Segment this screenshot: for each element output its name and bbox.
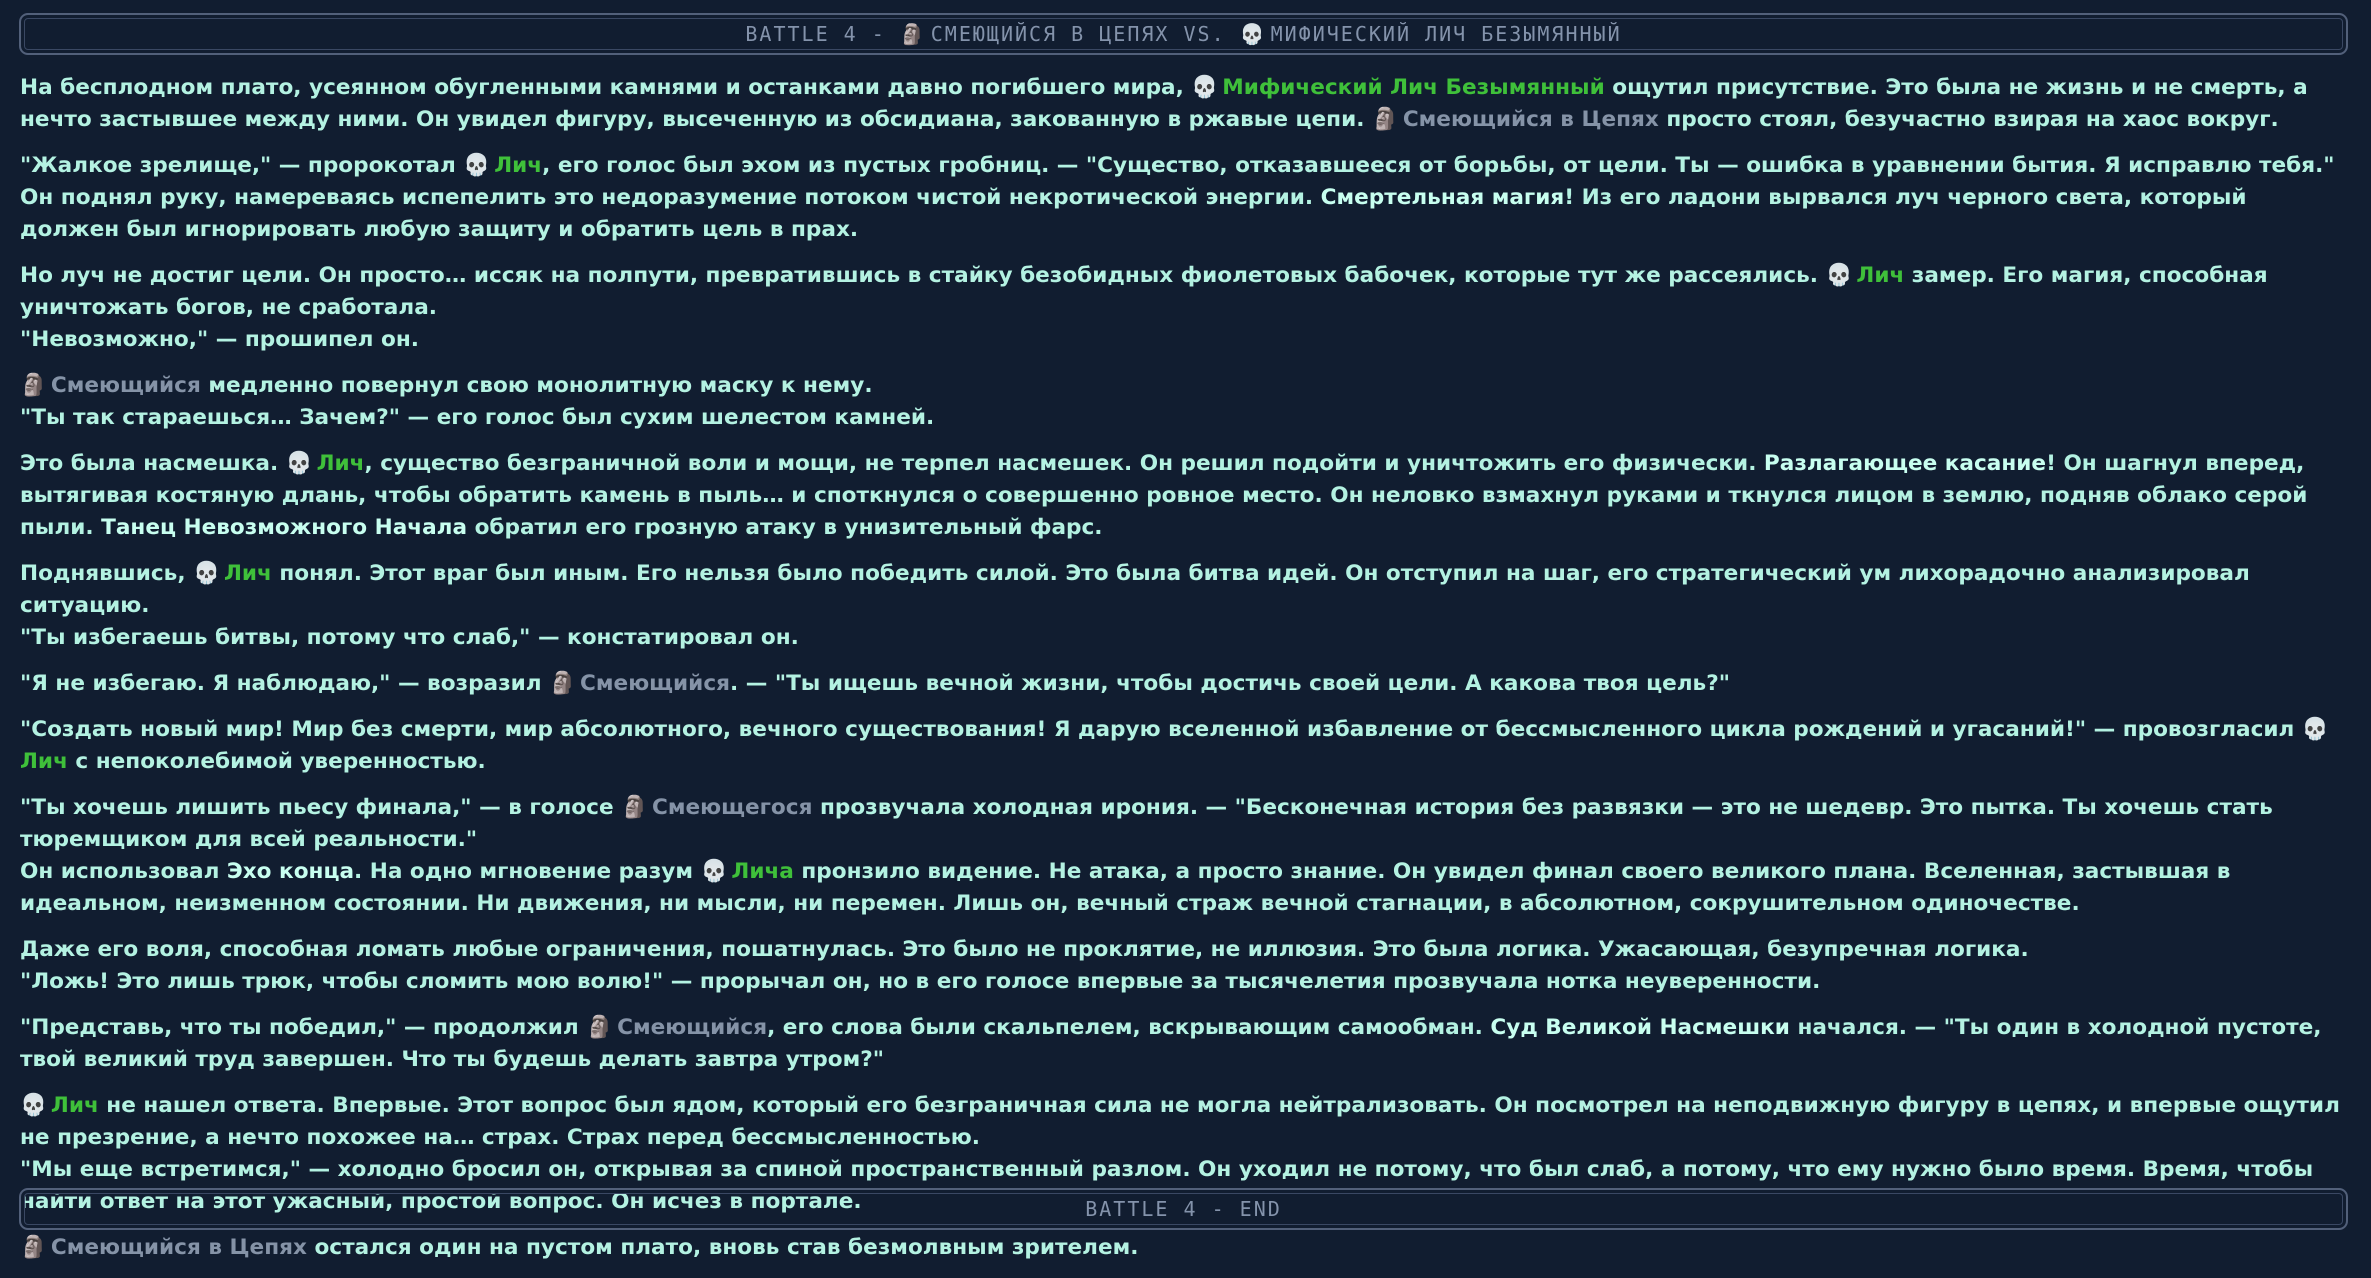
story-text: Поднявшись, (20, 561, 194, 586)
story-text: понял. Этот враг был иным. Его нельзя было победить силой. Это была битва идей. Он отступил на шаг, его стратегический ум лихорадочно анализировал ситуацию. (20, 561, 2250, 618)
moai-statue-icon: 🗿 (586, 1015, 614, 1040)
story-text: "Я не избегаю. Я наблюдаю," — возразил (20, 671, 550, 696)
story-paragraph (20, 558, 2350, 654)
story-paragraph (20, 1012, 2350, 1076)
story-text: Это была насмешка. (20, 451, 286, 476)
story-text: "Ты так стараешься… Зачем?" — его голос был сухим шелестом камней. (20, 405, 935, 430)
story-paragraph (20, 714, 2350, 778)
battle-header-lich-name: МИФИЧЕСКИЙ ЛИЧ БЕЗЫМЯННЫЙ (1270, 22, 1622, 46)
chained-name: Смеющийся (50, 373, 201, 398)
lich-name: Лич (20, 749, 68, 774)
story-text: . На одно мгновение разум (354, 859, 701, 884)
story-text: "Ты хочешь лишить пьесу финала," — в голосе (20, 795, 622, 820)
story-paragraph (20, 150, 2350, 246)
story-text: На бесплодном плато, усеянном обугленными камнями и останками давно погибшего мира, (20, 75, 1192, 100)
skill-name: Смертельная магия (1320, 185, 1565, 210)
lich-name: Лич (50, 1093, 99, 1118)
lich-name: Лич (1856, 263, 1905, 288)
story-text: пронзило видение. Не атака, а просто знание. Он увидел финал своего великого плана. Вселенная, застывшая в идеальном, неизменном состоянии. Ни движения, ни мысли, ни перемен. Лишь он, вечный страж вечной стагнации, в абсолютном, сокрушительном одиночестве. (20, 859, 2231, 916)
story-paragraph (20, 72, 2350, 136)
skull-icon: 💀 (193, 561, 220, 586)
skull-icon: 💀 (1191, 75, 1219, 100)
moai-statue-icon: 🗿 (20, 373, 47, 398)
skull-icon: 💀 (1825, 263, 1853, 288)
chained-name: Смеющийся (617, 1015, 768, 1040)
skill-name: Эхо конца (226, 859, 355, 884)
story-text: с непоколебимой уверенностью. (67, 749, 486, 774)
battle-footer-text: BATTLE 4 - END (1085, 1197, 1282, 1221)
moai-statue-icon: 🗿 (549, 671, 577, 696)
story-text: Он поднял руку, намереваясь испепелить это недоразумение потоком чистой некротической энергии. (20, 185, 1321, 210)
story-paragraph (20, 792, 2350, 920)
skull-icon: 💀 (700, 859, 728, 884)
story-text: остался один на пустом плато, вновь став безмолвным зрителем. (306, 1235, 1139, 1260)
story-text: ! Он шагнул вперед, вытягивая костяную длань, чтобы обратить камень в пыль… и споткнулся о совершенно ровное место. Он неловко взмахнул руками и ткнулся лицом в землю, подняв облако серой пыли. (20, 451, 2308, 540)
chained-name: Смеющийся в Цепях (50, 1235, 307, 1260)
story-paragraph (20, 1232, 2350, 1264)
story-text: , существо безграничной воли и мощи, не терпел насмешек. Он решил подойти и уничтожить его физически. (364, 451, 1764, 476)
story-paragraph (20, 370, 2350, 434)
skull-icon: 💀 (20, 1093, 47, 1118)
story-paragraph (20, 934, 2350, 998)
moai-statue-icon: 🗿 (621, 795, 648, 820)
battle-story (20, 72, 2350, 1278)
story-text: замер. Его магия, способная уничтожать богов, не сработала. (20, 263, 2268, 320)
story-text: , его голос был эхом из пустых гробниц. — "Существо, отказавшееся от борьбы, от цели. Ты — ошибка в уравнении бытия. Я исправлю тебя." (542, 153, 2335, 178)
story-text: ощутил присутствие. Это была не жизнь и не смерть, а нечто застывшее между ними. Он увидел фигуру, высеченную из обсидиана, закованную в ржавые цепи. (20, 75, 2308, 132)
skull-icon: 💀 (463, 153, 491, 178)
story-text: прозвучала холодная ирония. — "Бесконечная история без развязки — это не шедевр. Это пытка. Ты хочешь стать тюремщиком для всей реальности." (20, 795, 2273, 852)
story-text: просто стоял, безучастно взирая на хаос вокруг. (1658, 107, 2279, 132)
story-text: "Ложь! Это лишь трюк, чтобы сломить мою волю!" — прорычал он, но в его голосе впервые за тысячелетия прозвучала нотка неуверенности. (20, 969, 1821, 994)
lich-name: Лич (316, 451, 365, 476)
lich-name: Лича (731, 859, 794, 884)
story-text: Он использовал (20, 859, 227, 884)
skull-icon: 💀 (1239, 22, 1267, 46)
lich-name: Мифический Лич Безымянный (1222, 75, 1605, 100)
moai-statue-icon: 🗿 (20, 1235, 47, 1260)
story-text: Даже его воля, способная ломать любые ограничения, пошатнулась. Это было не проклятие, не иллюзия. Это была логика. Ужасающая, безупречная логика. (20, 937, 2029, 962)
story-text: Но луч не достиг цели. Он просто… иссяк на полпути, превратившись в стайку безобидных фиолетовых бабочек, которые тут же рассеялись. (20, 263, 1826, 288)
battle-header (19, 13, 2348, 55)
skill-name: Разлагающее касание (1763, 451, 2047, 476)
chained-name: Смеющегося (652, 795, 813, 820)
story-text: медленно повернул свою монолитную маску к нему. (200, 373, 873, 398)
chained-name: Смеющийся (580, 671, 730, 696)
skill-name: Танец Невозможного Начала (101, 515, 468, 540)
story-text: . — "Ты ищешь вечной жизни, чтобы достичь своей цели. А какова твоя цель?" (729, 671, 1730, 696)
moai-statue-icon: 🗿 (1371, 107, 1399, 132)
story-paragraph (20, 260, 2350, 356)
lich-name: Лич (494, 153, 543, 178)
story-text: "Ты избегаешь битвы, потому что слаб," — констатировал он. (20, 625, 799, 650)
skill-name: Суд Великой Насмешки (1490, 1015, 1790, 1040)
story-text: не нашел ответа. Впервые. Этот вопрос был ядом, который его безграничная сила не могла нейтрализовать. Он посмотрел на неподвижную фигуру в цепях, и впервые ощутил не презрение, а нечто похожее на… страх. Страх перед бессмысленностью. (20, 1093, 2340, 1150)
battle-header-chained-name: СМЕЮЩИЙСЯ В ЦЕПЯХ (930, 22, 1170, 46)
story-text: "Создать новый мир! Мир без смерти, мир абсолютного, вечного существования! Я дарую вселенной избавление от бессмысленного цикла рождений и угасаний!" — провозгласил (20, 717, 2302, 742)
battle-footer (19, 1188, 2348, 1230)
lich-name: Лич (223, 561, 272, 586)
story-text: "Невозможно," — прошипел он. (20, 327, 419, 352)
story-paragraph (20, 448, 2350, 544)
skull-icon: 💀 (285, 451, 313, 476)
battle-header-prefix: BATTLE 4 - (745, 22, 900, 46)
story-text: "Жалкое зрелище," — пророкотал (20, 153, 464, 178)
battle-header-vs: VS. (1169, 22, 1240, 46)
story-text: ! Из его ладони вырвался луч черного света, который должен был игнорировать любую защиту и обратить цель в прах. (20, 185, 2247, 242)
story-paragraph (20, 668, 2350, 700)
story-text: обратил его грозную атаку в унизительный фарс. (467, 515, 1103, 540)
story-text: "Мы еще встретимся," — холодно бросил он, открывая за спиной пространственный разлом. Он уходил не потому, что был слаб, а потому, что ему нужно было время. Время, чтобы найти ответ на этот ужасный, простой вопрос. Он исчез в портале. (20, 1157, 2314, 1214)
story-text: начался. — "Ты один в холодной пустоте, твой великий труд завершен. Что ты будешь делать завтра утром?" (20, 1015, 2322, 1072)
story-text: "Представь, что ты победил," — продолжил (20, 1015, 587, 1040)
chained-name: Смеющийся в Цепях (1402, 107, 1659, 132)
skull-icon: 💀 (2301, 717, 2329, 742)
moai-statue-icon: 🗿 (899, 22, 927, 46)
story-text: , его слова были скальпелем, вскрывающим самообман. (767, 1015, 1491, 1040)
